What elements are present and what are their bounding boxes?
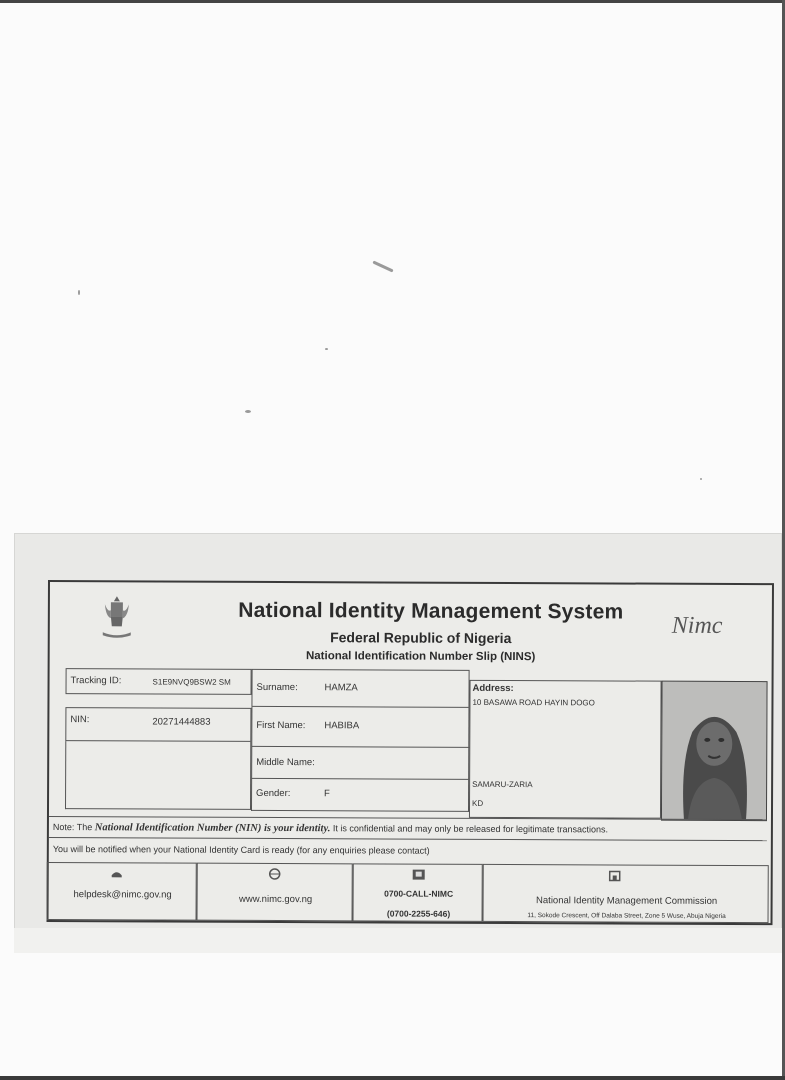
address-line3: KD bbox=[472, 798, 484, 808]
footer-web-cell bbox=[197, 863, 353, 922]
middle-name-cell bbox=[251, 747, 469, 780]
footer-phone-number[interactable]: (0700-2255-646) bbox=[386, 908, 451, 919]
scan-top-edge bbox=[0, 0, 785, 3]
system-title: National Identity Management System bbox=[238, 598, 624, 624]
gender-value: F bbox=[324, 788, 330, 800]
portrait-image bbox=[662, 682, 767, 820]
tracking-cell bbox=[66, 668, 252, 695]
slip-title: National Identification Number Slip (NINS) bbox=[305, 650, 536, 664]
nin-value: 20271444883 bbox=[152, 716, 211, 728]
footer-website[interactable]: www.nimc.gov.ng bbox=[238, 893, 313, 906]
address-label: Address: bbox=[472, 682, 514, 695]
middle-name-label: Middle Name: bbox=[256, 756, 315, 769]
note-prefix: Note: The bbox=[52, 822, 93, 833]
surname-label: Surname: bbox=[256, 681, 298, 694]
footer-phone-cell bbox=[353, 863, 483, 922]
footer-org-address: 11, Sokode Crescent, Off Dalaba Street, Zone 5 Wuse, Abuja Nigeria bbox=[527, 912, 726, 920]
note-text bbox=[53, 822, 608, 835]
nin-cell bbox=[65, 707, 251, 742]
passport-photo bbox=[661, 681, 768, 821]
note-emphasis: National Identification Number (NIN) is your identity. bbox=[94, 822, 331, 835]
gender-cell bbox=[251, 779, 469, 812]
paper-fold bbox=[14, 928, 782, 953]
call-center-icon bbox=[412, 869, 426, 881]
footer-phone-label[interactable]: 0700-CALL-NIMC bbox=[384, 888, 454, 899]
nin-slip bbox=[47, 580, 774, 925]
nin-label: NIN: bbox=[70, 714, 90, 726]
tracking-value: S1E9NVQ9BSW2 SM bbox=[152, 677, 231, 687]
address-line1: 10 BASAWA ROAD HAYIN DOGO bbox=[472, 697, 595, 708]
first-name-value: HABIBA bbox=[324, 720, 360, 732]
blank-cell bbox=[65, 741, 251, 810]
note-row bbox=[49, 816, 767, 841]
first-name-cell bbox=[251, 707, 469, 748]
nimc-logo: Nimc bbox=[671, 612, 723, 639]
surname-cell bbox=[251, 669, 469, 708]
globe-icon bbox=[268, 868, 282, 880]
country-subtitle: Federal Republic of Nigeria bbox=[330, 629, 512, 647]
footer-email-cell bbox=[47, 862, 197, 921]
footer-email[interactable]: helpdesk@nimc.gov.ng bbox=[73, 889, 172, 901]
gender-label: Gender: bbox=[256, 787, 291, 800]
note-line2: You will be notified when your National Identity Card is ready (for any enquiries please contact) bbox=[52, 844, 430, 856]
address-line2: SAMARU-ZARIA bbox=[472, 779, 533, 790]
office-icon bbox=[608, 869, 622, 881]
tracking-label: Tracking ID: bbox=[70, 675, 122, 687]
scan-bottom-edge bbox=[0, 1076, 785, 1080]
surname-value: HAMZA bbox=[324, 682, 358, 694]
address-cell bbox=[469, 680, 662, 819]
phone-icon bbox=[110, 867, 124, 879]
first-name-label: First Name: bbox=[256, 719, 306, 732]
footer-org-name: National Identity Management Commission bbox=[536, 895, 718, 907]
footer-org-cell bbox=[483, 864, 769, 923]
note-suffix: It is confidential and may only be released for legitimate transactions. bbox=[332, 823, 609, 835]
